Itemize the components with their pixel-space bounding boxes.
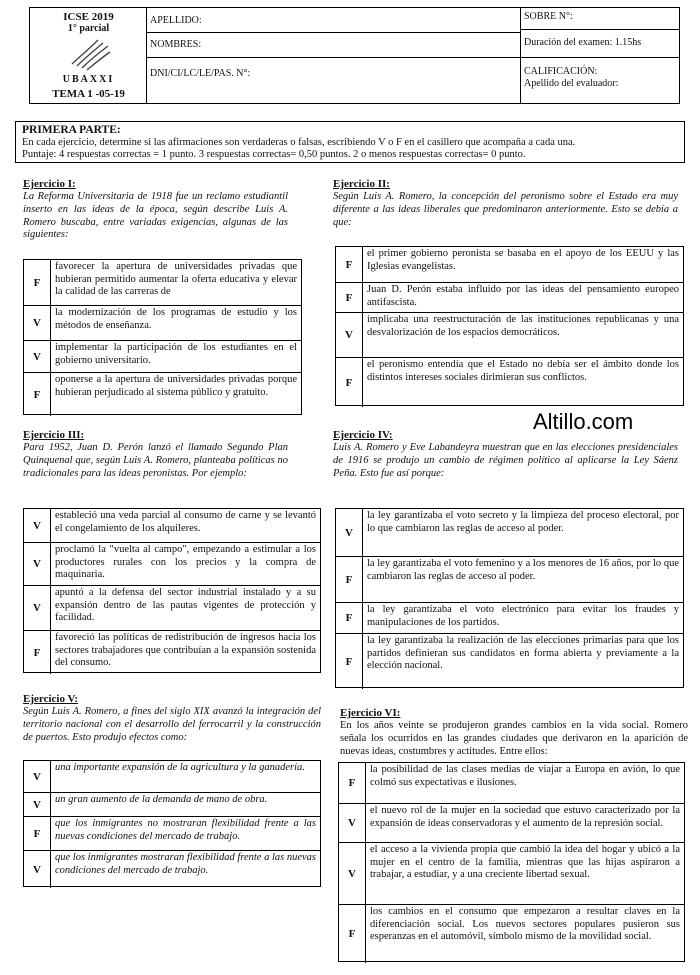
statement-row	[336, 509, 683, 556]
instructions-text: En cada ejercicio, determine si las afirmaciones son verdaderas o falsas, escribiendo V o F en el casillero que acompaña a cada una.	[22, 136, 576, 148]
statement-text: una importante expansión de la agricultura y la ganadería.	[55, 762, 305, 773]
statement-text: los cambios en el consumo que empezaron a resultar claves en la diferenciación social. Los nuevos sectores populares pusieron sus esperanzas en el automóvil, símbolo mismo de la movilidad social.	[370, 906, 680, 943]
apellido-field[interactable]: APELLIDO:	[150, 15, 202, 26]
statement-text: un gran aumento de la demanda de mano de obra.	[55, 794, 268, 805]
evaluador-field[interactable]: Apellido del evaluador:	[524, 78, 619, 89]
statement-text: favorecer la apertura de universidades privadas que hubieran permitido aumentar la oferta educativa y elevar la calidad de las carreras de	[55, 261, 297, 298]
exercise-1-table	[23, 259, 302, 415]
statement-text: el acceso a la vivienda propia que cambió la idea del hogar y ubicó a la mujer en el centro de la familia, mientras que las hijas aspiraron a trabajar, a estudiar, y a una creciente libertad sexual.	[370, 844, 680, 881]
exercise-1-title: Ejercicio I:	[23, 178, 76, 190]
header-divider	[520, 8, 521, 103]
statement-row	[24, 816, 320, 850]
statement-text: implementar la participación de los estudiantes en el gobierno universitario.	[55, 342, 297, 366]
answer-box[interactable]: V	[24, 586, 51, 630]
statement-row	[339, 904, 684, 963]
statement-text: proclamó la "vuelta al campo", empezando a estimular a los productores rurales con los precios y la compra de maquinaria.	[55, 544, 316, 581]
statement-row	[24, 340, 301, 372]
statement-row	[24, 509, 320, 542]
answer-box[interactable]: V	[24, 341, 51, 372]
watermark-text: Altillo.com	[533, 409, 634, 434]
statement-row	[24, 761, 320, 792]
nombres-field[interactable]: NOMBRES:	[150, 39, 202, 50]
statement-row	[24, 542, 320, 585]
statement-row	[24, 850, 320, 888]
exercise-6-prompt: En los años veinte se produjeron grandes cambios en la vida social. Romero señala los ocurridos en las grandes ciudades que derivaron en la aparición de nuevas ideas, costumbres y actitudes. Entre ellos:	[340, 720, 688, 757]
statement-row	[336, 357, 683, 407]
statement-text: la ley garantizaba el voto femenino y a los menores de 16 años, por lo que cambiaron las reglas de acceso al poder.	[367, 558, 679, 582]
answer-box[interactable]: F	[336, 603, 363, 633]
answer-box[interactable]: F	[24, 817, 51, 850]
statement-text: estableció una veda parcial al consumo de carne y se levantó el congelamiento de los alquileres.	[55, 510, 316, 534]
statement-row	[24, 260, 301, 305]
instructions-box	[15, 121, 685, 163]
calificacion-field[interactable]: CALIFICACIÓN:	[524, 66, 598, 77]
exercise-1-prompt: La Reforma Universitaria de 1918 fue un reclamo estudiantil inserto en las ideas de la época, según describe Luis A. Romero buscaba, entre variadas exigencias, algunas de las siguientes:	[23, 191, 288, 241]
answer-box[interactable]: V	[336, 313, 363, 357]
exercise-5-title: Ejercicio V:	[23, 693, 79, 705]
statement-row	[24, 630, 320, 674]
exercise-4-table	[335, 508, 684, 688]
scoring-text: Puntaje: 4 respuestas correctas = 1 punto. 3 respuestas correctas= 0,50 puntos. 2 o menos respuestas correctas= 0 punto.	[22, 149, 526, 160]
statement-text: la modernización de los programas de estudio y los métodos de enseñanza.	[55, 307, 297, 331]
statement-text: oponerse a la apertura de universidades privadas porque hubieran perjudicado al sistema público y gratuito.	[55, 374, 297, 398]
statement-text: Juan D. Perón estaba influido por las ideas del pensamiento europeo antifascista.	[367, 284, 679, 308]
answer-box[interactable]: V	[339, 843, 366, 904]
header-rule	[146, 32, 520, 33]
statement-row	[336, 633, 683, 689]
statement-row	[339, 763, 684, 803]
header-rule	[520, 57, 679, 58]
exercise-4-title: Ejercicio IV:	[333, 429, 393, 441]
answer-box[interactable]: F	[336, 634, 363, 689]
statement-text: la ley garantizaba el voto secreto y la limpieza del proceso electoral, por lo que cambiaron las reglas de acceso al poder.	[367, 510, 679, 534]
exercise-6-title: Ejercicio VI:	[340, 707, 401, 719]
answer-box[interactable]: F	[336, 358, 363, 407]
exercise-2-table	[335, 246, 684, 406]
header-rule	[146, 57, 520, 58]
statement-text: el primer gobierno peronista se basaba en el apoyo de los EEUU y las Iglesias evangelistas.	[367, 248, 679, 272]
exercise-2-prompt: Según Luis A. Romero, la concepción del peronismo sobre el Estado era muy diferente a las ideas liberales que predominaron anteriormente. Esto se debía a que:	[333, 191, 678, 228]
exercise-3-prompt: Para 1952, Juan D. Perón lanzó el llamado Segundo Plan Quinquenal que, según Luis A. Romero, planteaba políticas no tradicionales para las ideas peronistas. Por ejemplo:	[23, 442, 288, 479]
section-title: PRIMERA PARTE:	[22, 124, 121, 136]
answer-box[interactable]: V	[24, 509, 51, 542]
answer-box[interactable]: F	[339, 763, 366, 803]
statement-row	[336, 556, 683, 602]
exercise-5-table	[23, 760, 321, 887]
answer-box[interactable]: V	[24, 761, 51, 792]
answer-box[interactable]: V	[336, 509, 363, 556]
answer-box[interactable]: V	[339, 804, 366, 842]
answer-box[interactable]: F	[336, 247, 363, 282]
answer-box[interactable]: F	[339, 905, 366, 963]
exercise-2-title: Ejercicio II:	[333, 178, 390, 190]
answer-box[interactable]: V	[24, 306, 51, 340]
statement-row	[339, 803, 684, 842]
exam-partial: 1° parcial	[67, 23, 110, 34]
statement-row	[336, 282, 683, 312]
statement-text: apuntó a la defensa del sector industrial instalado y a su expansión dentro de las pautas vigentes de protección y facilidad.	[55, 587, 316, 624]
exam-name: ICSE 2019	[63, 11, 114, 23]
tema-label: TEMA 1 -05-19	[52, 88, 125, 100]
ubaxxi-logo-icon	[68, 36, 112, 74]
exercise-6-table	[338, 762, 685, 962]
brand-logo-text: UBAXXI	[62, 74, 115, 85]
statement-text: el peronismo entendía que el Estado no debía ser el ámbito donde los distintos intereses sociales dirimieran sus conflictos.	[367, 359, 679, 383]
exam-header	[29, 7, 680, 104]
duracion-label: Duración del examen: 1.15hs	[524, 37, 642, 48]
exercise-3-table	[23, 508, 321, 673]
answer-box[interactable]: F	[24, 373, 51, 416]
statement-text: favoreció las políticas de redistribución de ingresos hacia los sectores trabajadores que contribuían a la expansión sostenida del consumo.	[55, 632, 316, 669]
answer-box[interactable]: V	[24, 851, 51, 888]
exercise-5-prompt: Según Luis A. Romero, a fines del siglo XIX avanzó la integración del territorio nacional con el desarrollo del ferrocarril y la construcción de puertos. Esto produjo efectos como:	[23, 706, 321, 743]
statement-row	[24, 372, 301, 416]
statement-row	[24, 305, 301, 340]
statement-text: la posibilidad de las clases medias de viajar a Europa en avión, lo que colmó sus expectativas e ilusiones.	[370, 764, 680, 788]
statement-text: implicaba una reestructuración de las instituciones republicanas y una desvalorización de los espacios democráticos.	[367, 314, 679, 338]
statement-text: la ley garantizaba el voto electrónico para evitar los fraudes y manipulaciones de los partidos.	[367, 604, 679, 628]
statement-text: que los inmigrantes mostraran flexibilidad frente a las nuevas condiciones del mercado de trabajo.	[55, 852, 316, 876]
answer-box[interactable]: F	[336, 283, 363, 312]
statement-row	[24, 792, 320, 816]
sobre-field[interactable]: SOBRE N°:	[524, 11, 573, 22]
statement-text: que los inmigrantes no mostraran flexibilidad frente a las nuevas condiciones del mercado de trabajo.	[55, 818, 316, 842]
answer-box[interactable]: F	[336, 557, 363, 602]
statement-row	[336, 602, 683, 633]
statement-text: la ley garantizaba la realización de las elecciones primarias para que los partidos definieran sus candidatos en forma abierta y previamente a la elección nacional.	[367, 635, 679, 672]
exercise-3-title: Ejercicio III:	[23, 429, 85, 441]
statement-text: el nuevo rol de la mujer en la sociedad que estuvo caracterizado por la expansión de ideas conservadoras y el aumento de la represión social.	[370, 805, 680, 829]
answer-box[interactable]: F	[24, 260, 51, 305]
statement-row	[336, 247, 683, 282]
statement-row	[24, 585, 320, 630]
statement-row	[336, 312, 683, 357]
answer-box[interactable]: F	[24, 631, 51, 674]
exercise-4-prompt: Luis A. Romero y Eve Labandeyra muestran que en las elecciones presidenciales de 1916 se produjo un cambio de régimen político al aplicarse la Ley Sáenz Peña. Esto fue así porque:	[333, 442, 678, 479]
statement-row	[339, 842, 684, 904]
answer-box[interactable]: V	[24, 793, 51, 816]
answer-box[interactable]: V	[24, 543, 51, 585]
dni-field[interactable]: DNI/CI/LC/LE/PAS. N°:	[150, 68, 251, 79]
header-rule	[520, 29, 679, 30]
